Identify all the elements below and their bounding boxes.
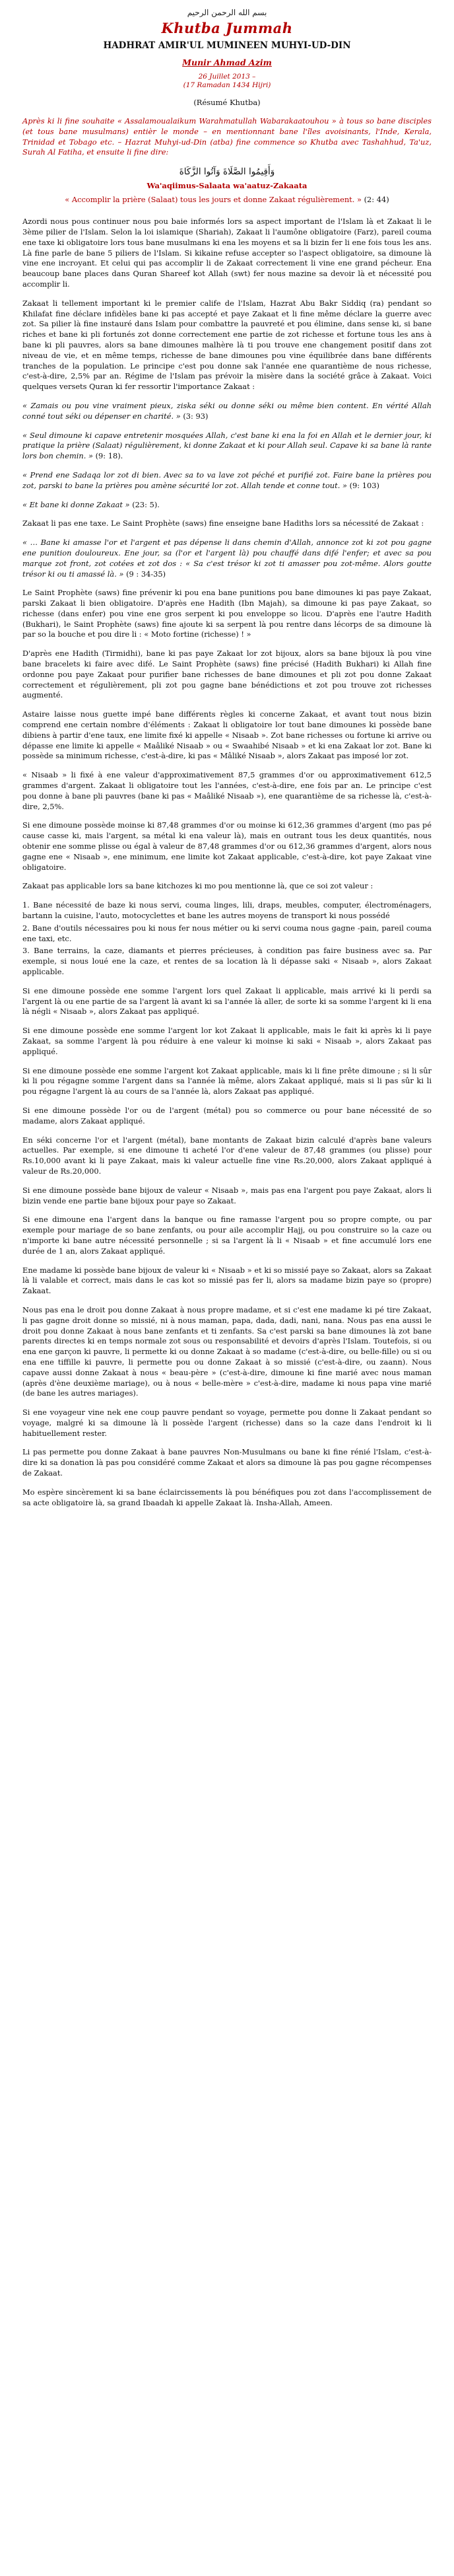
khutba-label: (Résumé Khutba) (193, 98, 261, 107)
quote-reference: (23: 5). (132, 499, 160, 509)
date-block (22, 73, 432, 90)
quran-quote (22, 500, 432, 511)
verse-arabic: وَأَقِيمُوا الصَّلَاةَ وَآتُوا الزَّكَاةَ (179, 166, 275, 178)
quran-quote (22, 401, 432, 422)
paragraph: Si ene dimoune possède ene somme l'argent lor kot Zakaat li applicable, mais le fait ki après ki li paye Zakaat, sa somme l'argent là pou réduire à ene valeur ki moinse ki saki « Nisaab », alors Zakaat pas appliqué. (22, 1026, 432, 1056)
paragraph: Si ene dimoune possède moinse ki 87,48 grammes d'or ou moinse ki 612,36 grammes d'argent (mo pas pé cause casse ki, mais l'argent, sa métal ki ena valeur là), mais en outrant tous les deux quantités, nous obtenir ene somme plisse ou égal à valeur de 87,48 grammes d'or ou 612,36 grammes d'argent, alors nous gagne ene « Nisaab », ene minimum, ene limite kot Zakaat applicable, c'est-à-dire, kot paye Zakaat vine obligatoire. (22, 820, 432, 872)
list-item: 3. Bane terrains, la caze, diamants et pierres précieuses, à condition pas faire business avec sa. Par exemple, si nous loué ene la caze, et rentes de sa location là li dépasse saki « Nisaab », alors Zakaat applicable. (22, 946, 432, 976)
quote-text: « … Bane ki amasse l'or et l'argent et pas dépense li dans chemin d'Allah, annonce zot ki zot pou gagne ene punition douloureux. Ene jour, sa (l'or et l'argent là) pou chauffé dans difé l'enfer; et avec sa pou marque zot front, zot cotées et zot dos : « Sa c'est trésor ki zot ti amasser pou zot-même. Alors goutte trésor ki ou ti amassé là. » (22, 538, 432, 579)
paragraph: Si ene dimoune possède ene somme l'argent lors quel Zakaat li applicable, mais arrivé ki li perdi sa l'argent là ou ene partie de sa l'argent là avant ki sa l'année là aller, de sorte ki sa somme l'argent ki li ena là négli « Nisaab », alors Zakaat pas appliqué. (22, 985, 432, 1017)
paragraph: Le Saint Prophète (saws) fine prévenir ki pou ena bane punitions pou bane dimounes ki pas paye Zakaat, parski Zakaat li bien obligatoire. D'après ene Hadith (Ibn Majah), sa dimoune ki pas paye Zakaat, so richesse (dans enfer) pou vine ene gros serpent ki pou enveloppe so licou. D'après ene l'autre Hadith (Bukhari), le Saint Prophète (saws) fine ajoute ki sa serpent là pou rentre dans lécorps de sa dimoune là par so la bouche et pou dire li : « Moto fortine (richesse) ! » (22, 588, 432, 639)
paragraph: En séki concerne l'or et l'argent (métal), bane montants de Zakaat bizin calculé d'après bane valeurs actuelles. Par exemple, si ene dimoune ti acheté l'or d'ene valeur de 87,48 grammes (ou plisse) pour Rs.10,000 avant ki li paye Zakaat, mais ki valeur actuelle fine vine Rs.20,000, alors Zakaat appliqué à valeur de Rs.20,000. (22, 1135, 432, 1176)
verse-reference: (2: 44) (364, 195, 389, 205)
paragraph: « Nisaab » li fixé à ene valeur d'approximativement 87,5 grammes d'or ou approximativement 612,5 grammes d'argent. Zakaat li obligatoire tout les l'années, c'est-à-dire, ene fois par an. Le principe c'est pou donne à bane pli pauvres (bane ki pas « Maâliké Nisaab »), ene quarantième de sa richesse là, c'est-à-dire, 2,5%. (22, 770, 432, 811)
verse-translation (22, 194, 432, 205)
quote-text: « Zamais ou pou vine vraiment pieux, ziska séki ou donne séki ou même bien content. En vérité Allah conné tout séki ou dépenser en charité. » (22, 400, 432, 421)
paragraph: Ene madame ki possède bane bijoux de valeur ki « Nisaab » et ki so missié paye so Zakaat, alors sa Zakaat là li valable et correct, mais dans le cas kot so missié pas fer li, alors sa madame bizin paye so (propre) Zakaat. (22, 1265, 432, 1296)
quote-reference: (9: 103) (349, 480, 379, 490)
paragraph: Li pas permette pou donne Zakaat à bane pauvres Non-Musulmans ou bane ki fine rénié l'Islam, c'est-à-dire ki sa donation là pas pou considéré comme Zakaat et alors sa dimoune là pas pou gagne récompenses de Zakaat. (22, 1447, 432, 1478)
quote-text: « Et bane ki donne Zakaat » (22, 499, 130, 509)
paragraph: Zakaat li pas ene taxe. Le Saint Prophète (saws) fine enseigne bane Hadiths lors sa nécessité de Zakaat : (22, 519, 424, 528)
quote-text: « Seul dimoune ki capave entretenir mosquées Allah, c'est bane ki ena la foi en Allah et le dernier jour, ki pratique la prière (Salaat) régulièrement, ki donne Zakaat et ki pour Allah seul. Capave ki sa bane là rante lors bon chemin. » (22, 430, 432, 461)
quran-quote (22, 538, 432, 579)
quote-reference: (9: 18). (95, 451, 123, 461)
verse-transliteration: Wa'aqiimus-Salaata wa'aatuz-Zakaata (146, 181, 308, 191)
paragraph: Si ene dimoune possède l'or ou de l'argent (métal) pou so commerce ou pour bane nécessité de so madame, alors Zakaat appliqué. (22, 1105, 432, 1126)
paragraph: Si ene voyageur vine nek ene coup pauvre pendant so voyage, permette pou donne li Zakaat pendant so voyage, malgré ki sa dimoune là li possède l'argent (richesse) dans so la caze dans l'endroit ki li habituellement rester. (22, 1408, 432, 1438)
paragraph: Nous pas ena le droit pou donne Zakaat à nous propre madame, et si c'est ene madame ki pé tire Zakaat, li pas gagne droit donne so missié, ni à nous maman, papa, dada, dadi, nani, nana. Nous pas ena aussi le droit pou donne Zakaat à nous bane zenfants et ti zenfants. Sa c'est parski sa bane dimounes là zot bane parents directes ki en temps normale zot sous ou responsabilité et devoirs d'après l'Islam. Toutefois, si ou ena ene garçon ki pauvre, li permette ki ou donne Zakaat à so madame (c'est-à-dire, ou belle-fille) ou si ou ena ene tiffille ki pauvre, li permette pou ou donne Zakaat à so missié (c'est-à-dire, ou zaann). Nous capave aussi donne Zakaat à nous « beau-père » (c'est-à-dire, dimoune ki fine marié avec nous maman (après d'ène deuxième mariage), ou à nous « belle-mère » c'est-à-dire, madame ki nous papa vine marié (de bane les autres mariages). (22, 1305, 432, 1398)
quote-reference: (3: 93) (183, 411, 209, 421)
paragraph: D'après ene Hadith (Tirmidhi), bane ki pas paye Zakaat lor zot bijoux, alors sa bane bijoux là pou vine bane bracelets ki faire avec difé. Le Saint Prophète (saws) fine précisé (Hadith Bukhari) ki Allah fine ordonne pou paye Zakaat pour purifier bane richesses de bane dimounes et pli zot pou donne Zakaat correctement et régulièrement, pli zot pou gagne bane bénédictions et zot pou trouve zot richesses augmenté. (22, 649, 432, 700)
paragraph: Si ene dimoune possède ene somme l'argent kot Zakaat applicable, mais ki li fine prête dimoune ; si li sûr ki li pou régagne somme l'argent dans sa l'année là même, alors Zakaat appliqué, mais si li pas sûr ki li pou régagne l'argent là au cours de sa l'année là, alors Zakaat pas appliqué. (22, 1065, 432, 1096)
closing-paragraph: Mo espère sincèrement ki sa bane éclaircissements là pou bénéfiques pou zot dans l'accomplissement de sa acte obligatoire là, sa grand Ibaadah ki appelle Zakaat là. Insha-Allah, Ameen. (22, 1487, 432, 1507)
paragraph: Azordi nous pous continuer nous pou baie informés lors sa aspect important de l'Islam là et Zakaat li le 3ème pilier de l'Islam. Selon la loi islamique (Shariah), Zakaat li l'aumône obligatoire (Farz), pareil couma ene taxe ki obligatoire lors tous bane musulmans ki ena les moyens et sa li bizin fer li ene fois tous les ans. Là fine parle de bane 5 piliers de l'Islam. Si kikaine refuse accepter so l'aspect obligatoire, sa dimoune là vine ene incroyant. Et celui qui pas accomplir li de Zakaat correctement li vine ene grand pécheur. Ena beaucoup bane places dans Quran Shareef kot Allah (swt) fer nous mazine sa devoir là et nécessité pou accomplir li. (22, 217, 432, 289)
basmala: بسم الله الرحمن الرحيم (187, 8, 267, 17)
date-gregorian: 26 Juillet 2013 – (198, 73, 256, 81)
verse-translation-text: « Accomplir la prière (Salaat) tous les jours et donne Zakaat régulièrement. » (65, 195, 362, 205)
quote-text: « Prend ene Sadaqa lor zot di bien. Avec sa to va lave zot péché et purifié zot. Faire bane la prières pou zot, parski to bane la prières pou amène sécurité lor zot. Allah tende et conne tout. » (22, 470, 432, 490)
quran-quote (22, 431, 432, 462)
paragraph: Si ene dimoune possède bane bijoux de valeur « Nisaab », mais pas ena l'argent pou paye Zakaat, alors li bizin vende ene partie bane bijoux pour paye so Zakaat. (22, 1185, 432, 1205)
author-name: Munir Ahmad Azim (182, 57, 272, 67)
page-heading: HADHRAT AMIR'UL MUMINEEN MUHYI-UD-DIN (103, 40, 351, 51)
paragraph: Zakaat li tellement important ki le premier calife de l'Islam, Hazrat Abu Bakr Siddiq (ra) pendant so Khilafat fine déclare infidèles bane ki pas accepté et paye Zakaat et li fine même déclare la guerre avec zot. Sa pilier là fine instauré dans Islam pour combattre la pauvreté et pou élimine, dans sense ki, si bane riches et bane ki pli fortunés zot donne correctement ene partie de zot richesse et fortune tous les ans à bane ki pli pauvres, alors sa bane dimounes malhère là ti pou trouve ene changement positif dans zot niveau de vie, et en même temps, richesse de bane dimounes pou vine équilibrée dans bane différents tranches de la population. Le principe c'est pou donne sak l'année ene quarantième de nous richesse, c'est-à-dire, 2,5% par an. Régime de l'Islam pas prévoir la misère dans la société grâce à Zakaat. Voici quelques versets Quran ki fer ressortir l'importance Zakaat : (22, 298, 432, 392)
paragraph: Si ene dimoune ena l'argent dans la banque ou fine ramasse l'argent pou so propre compte, ou par exemple pour mariage de so bane zenfants, ou pour aile accomplir Hajj, ou pou construire so la caze ou n'importe ki bane autre nécessité personnelle ; si sa l'argent là li « Nisaab » et fine accumulé lors ene durée de 1 an, alors Zakaat appliqué. (22, 1215, 432, 1256)
exemption-list (22, 900, 432, 978)
page-title: Khutba Jummah (161, 20, 293, 36)
intro-paragraph: Après ki li fine souhaite « Assalamoualaikum Warahmatullah Wabarakaatouhou » à tous so bane disciples (et tous bane musulmans) entièr le monde – en mentionnant bane l'îles avoisinants, l'Inde, Kerala, Trinidad et Tobago etc. – Hazrat Muhyi-ud-Din (atba) fine commence so Khutba avec Tashahhud, Ta'uz, Surah Al Fatiha, et ensuite li fine dire: (22, 116, 432, 157)
quran-quote (22, 470, 432, 491)
paragraph: Astaire laisse nous guette impé bane différents règles ki concerne Zakaat, et avant tout nous bizin comprend ene certain nombre d'éléments : Zakaat li obligatoire lor tout bane dimounes ki possède bane dibiens à partir d'ene taux, ene limite fixé ki appelle « Nisaab ». Zot bane richesses ou fortune ki arrive ou dépasse ene limite ki appelle « Maâliké Nisaab » ou « Swaahibé Nisaab » et ki ena Zakaat lor zot. Bane ki possède sa minimum richesse, c'est-à-dire, ki pas « Mâliké Nisaab », alors Zakaat pas imposé lor zot. (22, 709, 432, 761)
date-hijri: (17 Ramadan 1434 Hijri) (183, 81, 271, 89)
paragraph: Zakaat pas applicable lors sa bane kitchozes ki mo pou mentionne là, que ce soi zot valeur : (22, 881, 373, 891)
list-item: 1. Bane nécessité de baze ki nous servi, couma linges, lili, draps, meubles, computer, électroménagers, bartann la cuisine, l'auto, motocyclettes et bane les autres moyens de transport ki nous possédé (22, 900, 432, 921)
quote-reference: (9 : 34-35) (126, 569, 166, 579)
list-item: 2. Bane d'outils nécessaires pou ki nous fer nous métier ou ki servi couma nous gagne -pain, pareil couma ene taxi, etc. (22, 923, 432, 943)
